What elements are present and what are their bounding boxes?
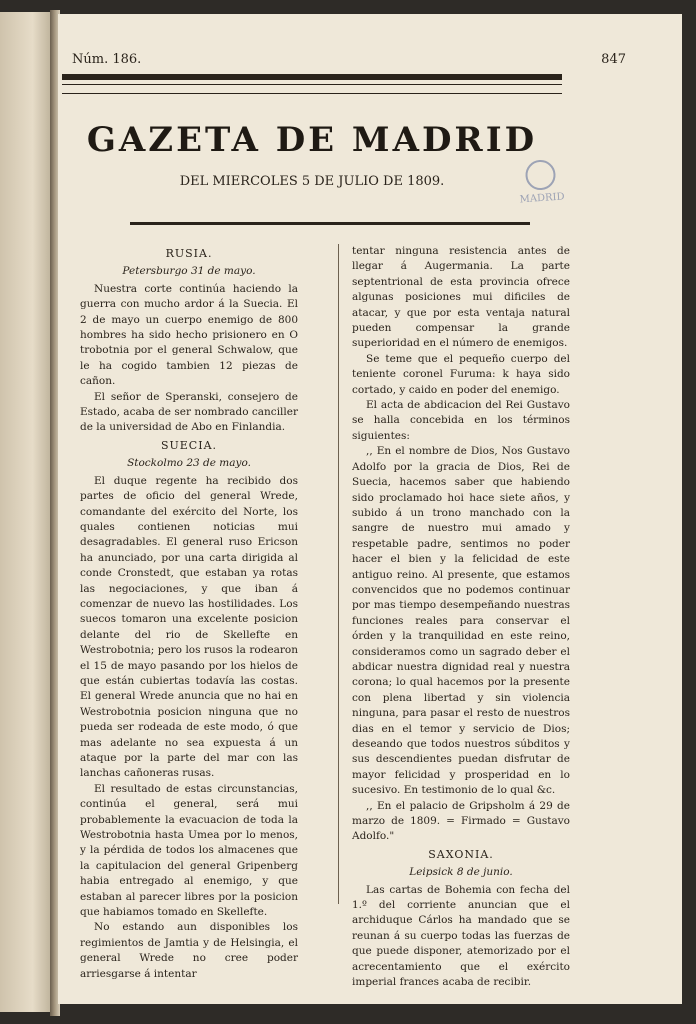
paragraph: El duque regente ha recibido dos partes de oficio del general Wrede, comandante del exército del Norte, los quales contienen noticias mui desagradables. El general ruso Ericson ha anunciado, por una carta dirigida al conde Cronstedt, que estaban ya rotas las negociaciones, y que iban á comenzar de nuevo las hostilidades. Los suecos tomaron una excelente posicion delante del rio de Skellefte en Westrobotnia; pero los rusos la rodearon el 15 de mayo pasando por los hielos de que están cubiertas todavía las costas. El general Wrede anuncia que no hai en Westrobotnia posicion ninguna que no pueda ser rodeada de este modo, ó que mas adelante no sea expuesta á un ataque por la parte del mar con las lanchas cañoneras rusas. — [80, 474, 298, 780]
abdication-text: ,, En el nombre de Dios, Nos Gustavo Adolfo por la gracia de Dios, Rei de Suecia, hacemos saber que habiendo sido proclamado hoi hace siete años, y subido á un trono manchado con la sangre de nuestro mui amado y respetable padre, sentimos no poder hacer el bien y la felicidad de este antiguo reino. Al presente, que estamos convencidos que no podemos continuar por mas tiempo desempeñando nuestras funciones reales para conservar el órden y la tranquilidad en este reino, consideramos como un sagrado deber el abdicar nuestra dignidad real y nuestra corona; lo qual hacemos por la presente con plena libertad y sin violencia ninguna, para pasar el resto de nuestros dias en el temor y servicio de Dios; deseando que todos nuestros súbditos y sus descendientes puedan disfrutar de mayor felicidad y prosperidad en lo sucesivo. En testimonio de lo qual &c. — [352, 445, 570, 797]
paragraph: El resultado de estas circunstancias, continúa el general, será mui probablemente la evacuacion de toda la Westrobotnia hasta Umea por lo menos, y la pérdida de todos los almacenes que la capitulacion del general Gripenberg habia entregado al enemigo, y que estaban al parecer libres por la posicion que habiamos tomado en Skellefte. — [80, 782, 298, 919]
dateline-stockolmo: Stockolmo 23 de mayo. — [127, 457, 251, 470]
masthead-title: GAZETA DE MADRID — [86, 120, 538, 160]
page-number: 847 — [601, 52, 626, 67]
paragraph: tentar ninguna resistencia antes de llegar á Augermania. La parte septentrional de esta provincia ofrece algunas posiciones mui dificiles de atacar, y que por esta ventaja natural pueden compensar la grande superioridad en el número de enemigos. — [352, 245, 570, 350]
left-column — [80, 244, 298, 982]
paragraph: El acta de abdicacion del Rei Gustavo se halla concebida en los términos siguientes: — [352, 399, 570, 442]
stamp-text: MADRID — [519, 191, 565, 206]
column-divider — [338, 244, 339, 904]
paragraph: El señor de Speranski, consejero de Estado, acaba de ser nombrado canciller de la universidad de Abo en Finlandia. — [80, 390, 298, 434]
signature-paragraph: ,, En el palacio de Gripsholm á 29 de marzo de 1809. = Firmado = Gustavo Adolfo." — [352, 799, 570, 843]
masthead-dateline: DEL MIERCOLES 5 DE JULIO DE 1809. — [179, 174, 445, 189]
page-header — [72, 52, 626, 70]
facing-page-edge — [0, 12, 54, 1012]
masthead-rule — [130, 222, 530, 225]
paragraph: Las cartas de Bohemia con fecha del 1.º del corriente anuncian que el archiduque Cárlos ha mandado que se reunan á su cuerpo todas las fuerzas de que puede disponer, atemorizado por el acrecentamiento que el exército imperial frances acaba de recibir. — [352, 883, 570, 989]
seal-icon — [525, 159, 557, 191]
issue-number: Núm. 186. — [72, 52, 142, 67]
paragraph: Se teme que el pequeño cuerpo del teniente coronel Furuma: k haya sido cortado, y caido en poder del enemigo. — [352, 352, 570, 396]
section-heading-saxonia: SAXONIA. — [428, 847, 494, 861]
right-column — [352, 244, 570, 991]
section-heading-suecia: SUECIA. — [160, 438, 218, 452]
dateline-leipsick: Leipsick 8 de junio. — [409, 866, 513, 879]
header-rule-thin — [62, 84, 562, 85]
header-rule-thin-2 — [62, 93, 562, 94]
paragraph: Nuestra corte continúa haciendo la guerra con mucho ardor á la Suecia. El 2 de mayo un cuerpo enemigo de 800 hombres ha sido hecho prisionero en O trobotnia por el general Schwalow, que le ha cogido tambien 12 piezas de cañon. — [80, 282, 298, 388]
dateline-petersburgo: Petersburgo 31 de mayo. — [122, 265, 256, 278]
section-heading-rusia: RUSIA. — [165, 247, 213, 260]
paragraph: No estando aun disponibles los regimientos de Jamtia y de Helsingia, el general Wrede no cree poder arriesgarse á intentar — [80, 921, 298, 980]
header-rule-thick — [62, 74, 562, 80]
